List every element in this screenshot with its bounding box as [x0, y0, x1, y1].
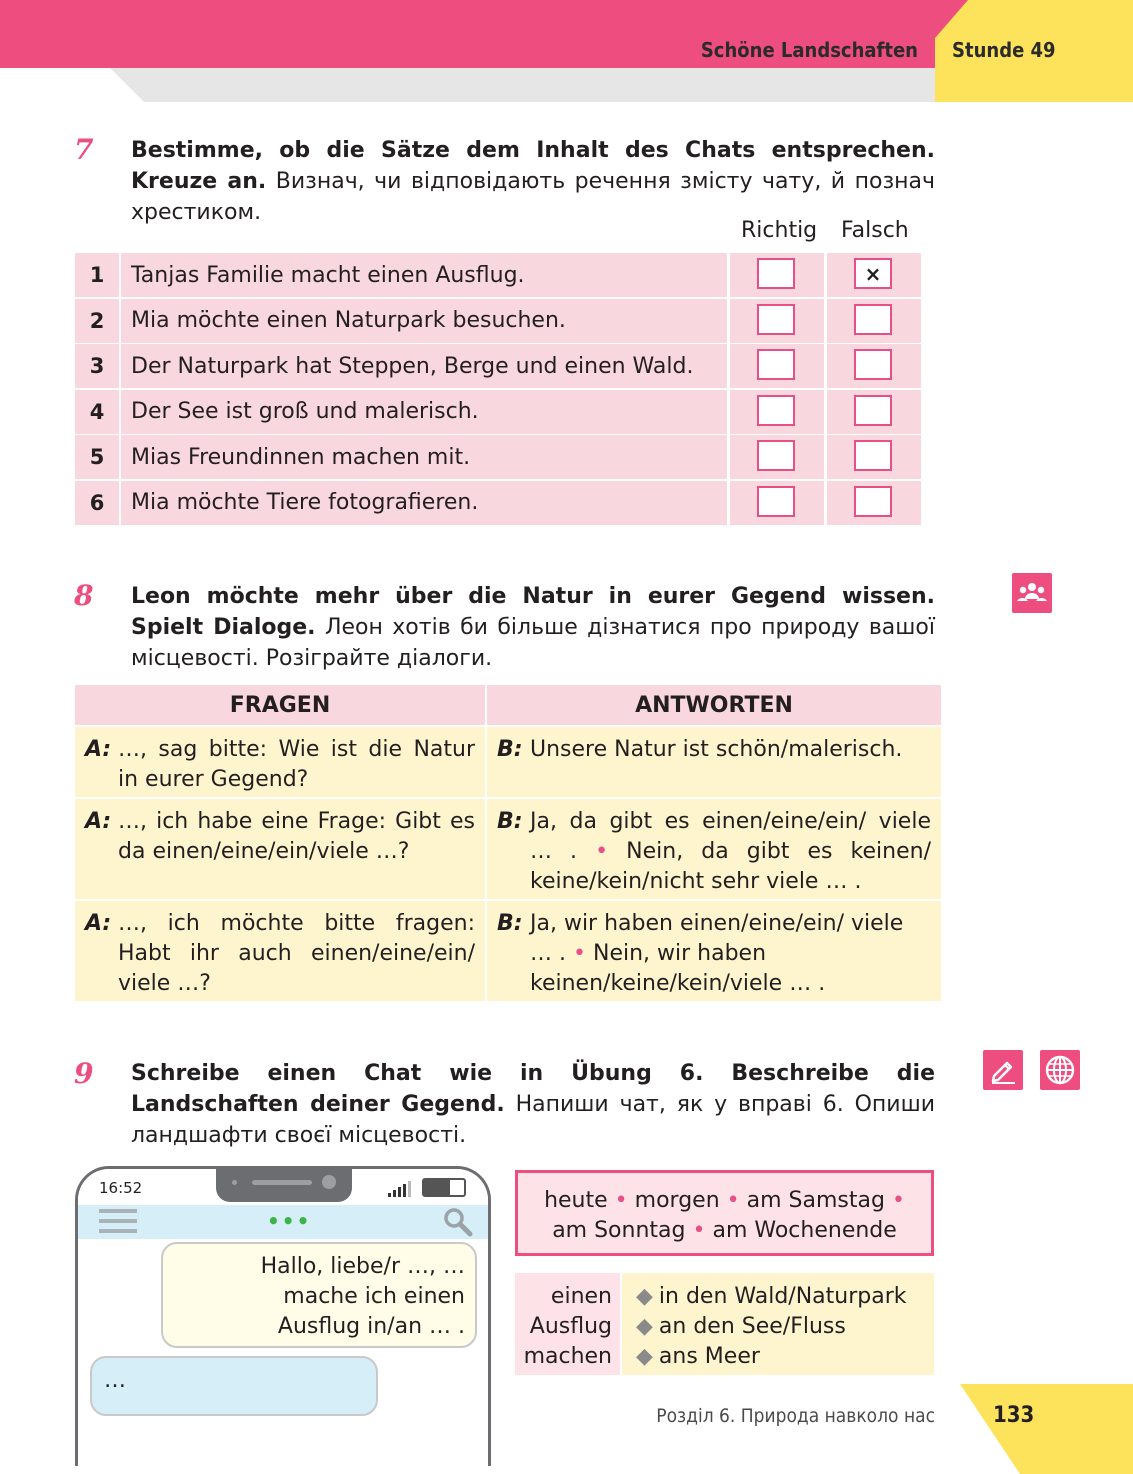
phone-notch	[216, 1166, 352, 1202]
statement-text: Mia möchte Tiere fotografieren.	[121, 481, 727, 525]
outgoing-message-bubble	[161, 1242, 477, 1348]
column-header-richtig: Richtig	[741, 218, 818, 243]
falsch-cell	[827, 435, 921, 479]
richtig-checkbox[interactable]	[757, 258, 795, 289]
question-cell	[75, 727, 485, 797]
speaker-label: B:	[497, 809, 523, 834]
phone-chat-mockup	[75, 1166, 491, 1466]
exercise-number: 8	[74, 579, 94, 612]
richtig-checkbox[interactable]	[757, 486, 795, 517]
speaker-label: A:	[85, 737, 112, 762]
instruction-de: Bestimme, ob die Sätze dem Inhalt des Chats entsprechen. Kreuze an.	[131, 138, 935, 194]
row-number: 3	[75, 344, 119, 388]
page-number: 133	[993, 1403, 1035, 1428]
richtig-cell	[730, 481, 824, 525]
exercise-number: 9	[74, 1057, 94, 1090]
globe-internet-icon	[1040, 1050, 1080, 1090]
exercise-instruction	[131, 1058, 935, 1151]
separator-dot: •	[573, 941, 586, 966]
answer-text: Nein, wir haben keinen/keine/kein/viele … .	[530, 941, 826, 996]
statement-text: Mias Freundinnen machen mit.	[121, 435, 727, 479]
exercise-instruction	[131, 581, 935, 674]
pencil-write-icon	[983, 1050, 1023, 1090]
falsch-cell	[827, 344, 921, 388]
falsch-cell	[827, 481, 921, 525]
falsch-checkbox[interactable]	[854, 304, 892, 335]
answer-text: Nein, da gibt es keinen/ keine/kein/nicht sehr viele … .	[530, 839, 931, 894]
typing-dots: •••	[267, 1209, 312, 1233]
falsch-cell	[827, 299, 921, 343]
signal-icon	[388, 1179, 416, 1201]
falsch-checkbox[interactable]: ×	[854, 258, 892, 289]
question-text: …, ich möchte bitte fragen: Habt ihr auch einen/eine/ein/ viele …?	[118, 911, 475, 996]
chapter-title: Розділ 6. Природа навколо нас	[656, 1405, 935, 1427]
time-word: am Sonntag	[552, 1218, 686, 1243]
speaker-label: B:	[497, 911, 523, 936]
richtig-cell	[730, 390, 824, 434]
richtig-checkbox[interactable]	[757, 304, 795, 335]
instruction-de: Schreibe einen Chat wie in Übung 6. Beschreibe die Landschaften deiner Gegend.	[131, 1061, 935, 1117]
answer-cell	[487, 901, 941, 1001]
instruction-de: Leon möchte mehr über die Natur in eurer Gegend wissen. Spielt Dialoge.	[131, 584, 935, 640]
message-text: …	[104, 1368, 126, 1393]
richtig-checkbox[interactable]	[757, 349, 795, 380]
lesson-number: Stunde 49	[952, 38, 1056, 62]
destination-item: ◆ in den Wald/Naturpark	[636, 1284, 907, 1309]
battery-icon	[422, 1178, 466, 1197]
instruction-uk: Напиши чат, як у вправі 6. Опиши ландшафти своєї місцевості.	[131, 1092, 936, 1148]
unit-title: Schöne Landschaften	[700, 38, 918, 62]
time-words-box: heute • morgen • am Samstag • am Sonntag • am Wochenende	[515, 1170, 934, 1256]
incoming-message-bubble	[90, 1356, 378, 1416]
column-header-fragen: FRAGEN	[75, 685, 485, 725]
falsch-checkbox[interactable]	[854, 440, 892, 471]
table-row	[75, 435, 921, 479]
verb-phrase: einen Ausflug machen	[523, 1284, 612, 1369]
falsch-checkbox[interactable]	[854, 486, 892, 517]
time-word: am Samstag	[746, 1188, 885, 1213]
answer-text: Ja, wir haben einen/eine/ein/ viele … .	[530, 911, 904, 966]
richtig-cell	[730, 253, 824, 297]
falsch-checkbox[interactable]	[854, 349, 892, 380]
table-row	[75, 481, 921, 525]
speaker-label: A:	[85, 809, 112, 834]
answer-text: Unsere Natur ist schön/malerisch.	[530, 737, 903, 762]
message-text: Hallo, liebe/r …, … mache ich einen Ausflug in/an … .	[260, 1254, 465, 1339]
statement-text: Der Naturpark hat Steppen, Berge und einen Wald.	[121, 344, 727, 388]
row-number: 4	[75, 390, 119, 434]
statement-text: Der See ist groß und malerisch.	[121, 390, 727, 434]
separator-dot: •	[595, 839, 609, 864]
question-cell	[75, 901, 485, 1001]
answer-cell	[487, 727, 941, 797]
status-time: 16:52	[99, 1179, 143, 1197]
table-row	[75, 253, 921, 297]
column-header-falsch: Falsch	[841, 218, 909, 243]
time-word: am Wochenende	[712, 1218, 897, 1243]
row-number: 5	[75, 435, 119, 479]
richtig-checkbox[interactable]	[757, 395, 795, 426]
table-row	[75, 299, 921, 343]
richtig-cell	[730, 344, 824, 388]
header-shadow-band	[110, 68, 960, 102]
falsch-cell	[827, 390, 921, 434]
statement-text: Mia möchte einen Naturpark besuchen.	[121, 299, 727, 343]
destination-item: ◆ ans Meer	[636, 1344, 760, 1369]
speaker-label: A:	[85, 911, 112, 936]
question-text: …, sag bitte: Wie ist die Natur in eurer Gegend?	[118, 737, 475, 792]
time-word: heute	[544, 1188, 608, 1213]
column-header-antworten: ANTWORTEN	[487, 685, 941, 725]
instruction-uk: Леон хотів би більше дізнатися про природу вашої місцевості. Розіграйте діалоги.	[131, 615, 935, 671]
row-number: 2	[75, 299, 119, 343]
time-word: morgen	[634, 1188, 720, 1213]
verb-phrase-cell	[515, 1273, 620, 1375]
table-row	[75, 344, 921, 388]
falsch-checkbox[interactable]	[854, 395, 892, 426]
row-number: 1	[75, 253, 119, 297]
question-text: …, ich habe eine Frage: Gibt es da einen/eine/ein/viele …?	[118, 809, 475, 864]
table-row	[75, 390, 921, 434]
answer-text: Ja, da gibt es einen/eine/ein/ viele … .	[530, 809, 931, 864]
hamburger-menu-icon[interactable]	[99, 1209, 137, 1233]
search-icon[interactable]	[443, 1207, 473, 1241]
answer-cell	[487, 799, 941, 899]
exercise-instruction	[131, 135, 935, 228]
row-number: 6	[75, 481, 119, 525]
destination-item: ◆ an den See/Fluss	[636, 1314, 846, 1339]
exercise-number: 7	[74, 133, 94, 166]
question-cell	[75, 799, 485, 899]
group-work-icon	[1012, 573, 1052, 613]
falsch-cell	[827, 253, 921, 297]
speaker-label: B:	[497, 737, 523, 762]
destinations-cell	[622, 1273, 934, 1375]
richtig-checkbox[interactable]	[757, 440, 795, 471]
instruction-uk: Визнач, чи відповідають речення змісту чату, й познач хрестиком.	[131, 169, 936, 225]
statement-text: Tanjas Familie macht einen Ausflug.	[121, 253, 727, 297]
richtig-cell	[730, 299, 824, 343]
richtig-cell	[730, 435, 824, 479]
